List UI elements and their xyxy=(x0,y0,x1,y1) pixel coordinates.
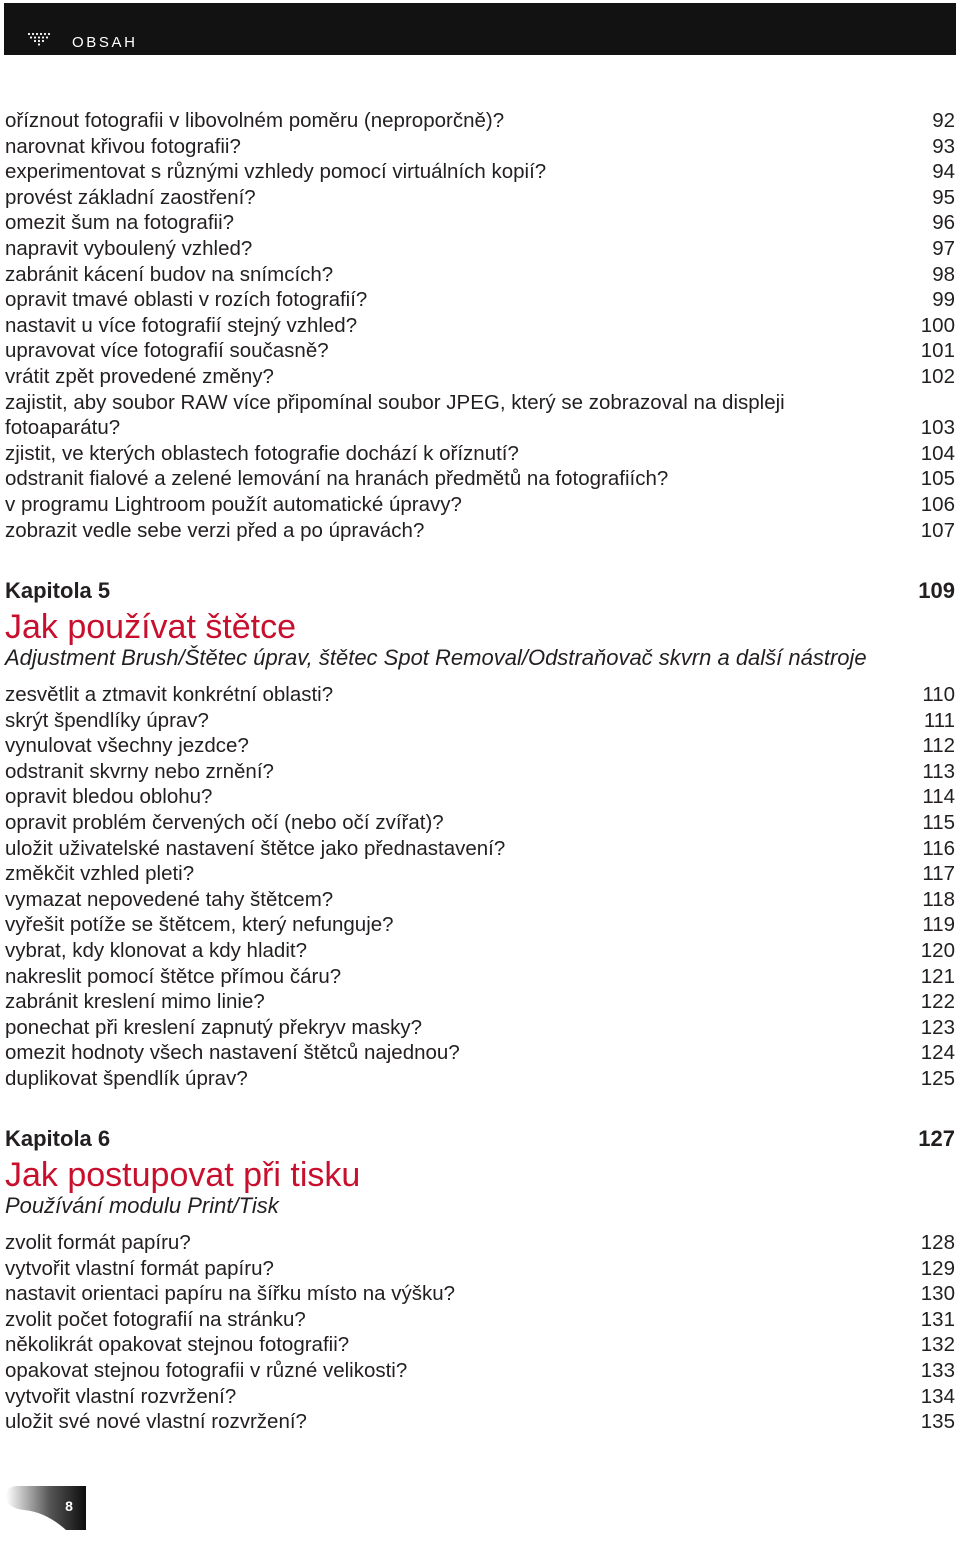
chapter-page: 109 xyxy=(918,578,955,603)
toc-entry-text: duplikovat špendlík úprav? xyxy=(5,1066,248,1090)
toc-entry-text: zvolit formát papíru? xyxy=(5,1231,191,1254)
toc-entry-page: 104 xyxy=(920,441,955,465)
toc-entry-page: 102 xyxy=(920,364,955,388)
toc-entry-page: 95 xyxy=(932,185,955,209)
toc-entry xyxy=(5,1256,955,1282)
toc-entry-page: 124 xyxy=(920,1041,955,1065)
toc-entry xyxy=(5,861,955,887)
toc-entry xyxy=(5,708,955,734)
toc-entry-text: ponechat při kreslení zapnutý překryv masky? xyxy=(5,1015,423,1039)
toc-entry xyxy=(5,733,955,759)
dotted-triangle-icon xyxy=(27,32,53,46)
toc-entry-text: nakreslit pomocí štětce přímou čáru? xyxy=(5,964,342,988)
toc-entry xyxy=(5,759,955,785)
toc-entry-text: změkčit vzhled pleti? xyxy=(5,862,195,886)
toc-entry-page: 121 xyxy=(920,964,955,988)
toc-entry xyxy=(5,784,955,810)
toc-entry-text: opravit problém červených očí (nebo očí zvířat)? xyxy=(5,810,444,834)
toc-entry xyxy=(5,134,955,160)
toc-entry-page: 92 xyxy=(932,109,955,132)
toc-entry-page: 105 xyxy=(920,467,955,491)
toc-entry-page: 107 xyxy=(920,518,955,542)
chapter-title: Jak používat štětce xyxy=(5,608,297,646)
toc-entry-text: zobrazit vedle sebe verzi před a po úpravách? xyxy=(5,518,425,542)
toc-entry-page: 103 xyxy=(920,416,955,440)
toc-entry xyxy=(5,338,955,364)
toc-entry-page: 134 xyxy=(920,1384,955,1408)
toc-entry-text: uložit své nové vlastní rozvržení? xyxy=(5,1410,307,1434)
toc-entry-text: omezit hodnoty všech nastavení štětců najednou? xyxy=(5,1041,460,1065)
toc-entry-page: 113 xyxy=(922,759,955,783)
toc-entry-text: vyřešit potíže se štětcem, který nefunguje? xyxy=(5,913,394,937)
toc-entry-page: 96 xyxy=(932,211,955,235)
toc-entry xyxy=(5,1230,955,1256)
toc-entry xyxy=(5,1332,955,1358)
toc-entry xyxy=(5,1307,955,1333)
toc-entry xyxy=(5,1040,955,1066)
toc-entry xyxy=(5,466,955,492)
toc-entry-text: upravovat více fotografií současně? xyxy=(5,339,329,363)
toc-entry-text: uložit uživatelské nastavení štětce jako přednastavení? xyxy=(5,836,506,860)
chapter-title: Jak postupovat při tisku xyxy=(5,1156,361,1194)
toc-entry-page: 132 xyxy=(920,1333,955,1357)
toc-entry-text: zvolit počet fotografií na stránku? xyxy=(5,1307,306,1331)
toc-entry-text: zajistit, aby soubor RAW více připomínal soubor JPEG, který se zobrazoval na displeji fotoaparátu? xyxy=(5,390,785,440)
toc-entry-text: oříznout fotografii v libovolném poměru (neproporčně)? xyxy=(5,109,505,132)
toc-entry-text: omezit šum na fotografii? xyxy=(5,211,235,235)
toc-entry xyxy=(5,185,955,211)
toc-entry-text: nastavit orientaci papíru na šířku místo na výšku? xyxy=(5,1282,456,1306)
toc-entry xyxy=(5,1066,955,1092)
toc-entry-page: 116 xyxy=(922,836,955,860)
toc-entry-text: vytvořit vlastní rozvržení? xyxy=(5,1384,237,1408)
toc-entry-text: v programu Lightroom použít automatické úpravy? xyxy=(5,492,462,516)
chapter-subtitle: Používání modulu Print/Tisk xyxy=(5,1193,279,1218)
toc-entry-page: 106 xyxy=(920,492,955,516)
toc-entry xyxy=(5,236,955,262)
toc-entry xyxy=(5,836,955,862)
toc-entry-page: 128 xyxy=(920,1231,955,1254)
toc-entry-page: 100 xyxy=(920,313,955,337)
toc-entry-page: 98 xyxy=(932,262,955,286)
toc-entry xyxy=(5,938,955,964)
toc-entry xyxy=(5,1015,955,1041)
toc-entry-text: zabránit kreslení mimo linie? xyxy=(5,990,265,1014)
toc-entry-page: 135 xyxy=(920,1410,955,1434)
toc-entry-text: opravit bledou oblohu? xyxy=(5,785,213,809)
toc-entry-text: opravit tmavé oblasti v rozích fotografií? xyxy=(5,288,368,312)
toc-entry-text: zabránit kácení budov na snímcích? xyxy=(5,262,334,286)
toc-entry xyxy=(5,912,955,938)
toc-entry-page: 111 xyxy=(923,708,955,732)
toc-entry-text: vymazat nepovedené tahy štětcem? xyxy=(5,887,334,911)
toc-entry-page: 115 xyxy=(922,810,955,834)
header-title: OBSAH xyxy=(72,34,138,51)
toc-entry-page: 122 xyxy=(920,990,955,1014)
chapter-page: 127 xyxy=(918,1126,955,1151)
toc-entry xyxy=(5,989,955,1015)
toc-entry-page: 112 xyxy=(922,734,955,758)
page-number: 8 xyxy=(65,1498,73,1514)
chapter-heading xyxy=(5,1125,955,1153)
toc-entry-page: 131 xyxy=(920,1307,955,1331)
toc-entry xyxy=(5,364,955,390)
toc-entry xyxy=(5,108,955,134)
toc-entry-page: 129 xyxy=(920,1256,955,1280)
chapter-5 xyxy=(5,577,955,672)
toc-entry-text: vynulovat všechny jezdce? xyxy=(5,734,249,758)
toc-entry-text: opakovat stejnou fotografii v různé velikosti? xyxy=(5,1358,408,1382)
toc-entry-text: odstranit skvrny nebo zrnění? xyxy=(5,759,274,783)
toc-entry xyxy=(5,287,955,313)
toc-entry-page: 110 xyxy=(922,683,955,706)
toc-entry-text: několikrát opakovat stejnou fotografii? xyxy=(5,1333,350,1357)
toc-section-chapter-5 xyxy=(5,682,955,1092)
toc-entry-text: skrýt špendlíky úprav? xyxy=(5,708,209,732)
toc-entry xyxy=(5,262,955,288)
toc-entry xyxy=(5,682,955,708)
toc-section-top xyxy=(5,108,955,543)
chapter-6 xyxy=(5,1125,955,1220)
toc-entry xyxy=(5,390,955,441)
chapter-heading xyxy=(5,577,955,605)
toc-entry xyxy=(5,1358,955,1384)
toc-entry-page: 97 xyxy=(932,236,955,260)
toc-entry-text: napravit vyboulený vzhled? xyxy=(5,236,253,260)
toc-entry-page: 133 xyxy=(920,1358,955,1382)
toc-entry-page: 120 xyxy=(920,938,955,962)
toc-entry-text: experimentovat s různými vzhledy pomocí virtuálních kopií? xyxy=(5,160,547,184)
chapter-label: Kapitola 5 xyxy=(5,578,111,603)
toc-entry xyxy=(5,1384,955,1410)
toc-entry-text: zjistit, ve kterých oblastech fotografie dochází k oříznutí? xyxy=(5,441,519,465)
toc-entry-page: 123 xyxy=(920,1015,955,1039)
toc-entry-page: 119 xyxy=(922,913,955,937)
header-bar xyxy=(4,3,956,55)
toc-entry-text: vytvořit vlastní formát papíru? xyxy=(5,1256,274,1280)
toc-entry-page: 114 xyxy=(922,785,955,809)
toc-entry xyxy=(5,492,955,518)
toc-entry xyxy=(5,159,955,185)
toc-entry-page: 125 xyxy=(920,1066,955,1090)
toc-entry-text: zesvětlit a ztmavit konkrétní oblasti? xyxy=(5,683,334,706)
toc-entry-page: 99 xyxy=(932,288,955,312)
chapter-label: Kapitola 6 xyxy=(5,1126,111,1151)
toc-entry xyxy=(5,1281,955,1307)
toc-entry xyxy=(5,518,955,544)
toc-entry-text: vybrat, kdy klonovat a kdy hladit? xyxy=(5,938,307,962)
toc-entry-text: vrátit zpět provedené změny? xyxy=(5,364,274,388)
toc-entry-text: narovnat křivou fotografii? xyxy=(5,134,241,158)
toc-entry xyxy=(5,887,955,913)
toc-entry-page: 94 xyxy=(932,160,955,184)
chapter-subtitle: Adjustment Brush/Štětec úprav, štětec Spot Removal/Odstraňovač skvrn a další nástroje xyxy=(5,645,867,670)
toc-entry-page: 118 xyxy=(922,887,955,911)
toc-entry-text: odstranit fialové a zelené lemování na hranách předmětů na fotografiích? xyxy=(5,467,669,491)
toc-entry-page: 93 xyxy=(932,134,955,158)
toc-entry xyxy=(5,964,955,990)
toc-entry xyxy=(5,810,955,836)
toc-entry-page: 101 xyxy=(920,339,955,363)
toc-entry xyxy=(5,210,955,236)
toc-section-chapter-6 xyxy=(5,1230,955,1435)
toc-entry xyxy=(5,441,955,467)
toc-entry-text: nastavit u více fotografií stejný vzhled? xyxy=(5,313,358,337)
toc-entry xyxy=(5,313,955,339)
toc-entry-page: 130 xyxy=(920,1282,955,1306)
toc-entry-page: 117 xyxy=(922,862,955,886)
toc-entry-text: provést základní zaostření? xyxy=(5,185,256,209)
toc-entry xyxy=(5,1409,955,1435)
